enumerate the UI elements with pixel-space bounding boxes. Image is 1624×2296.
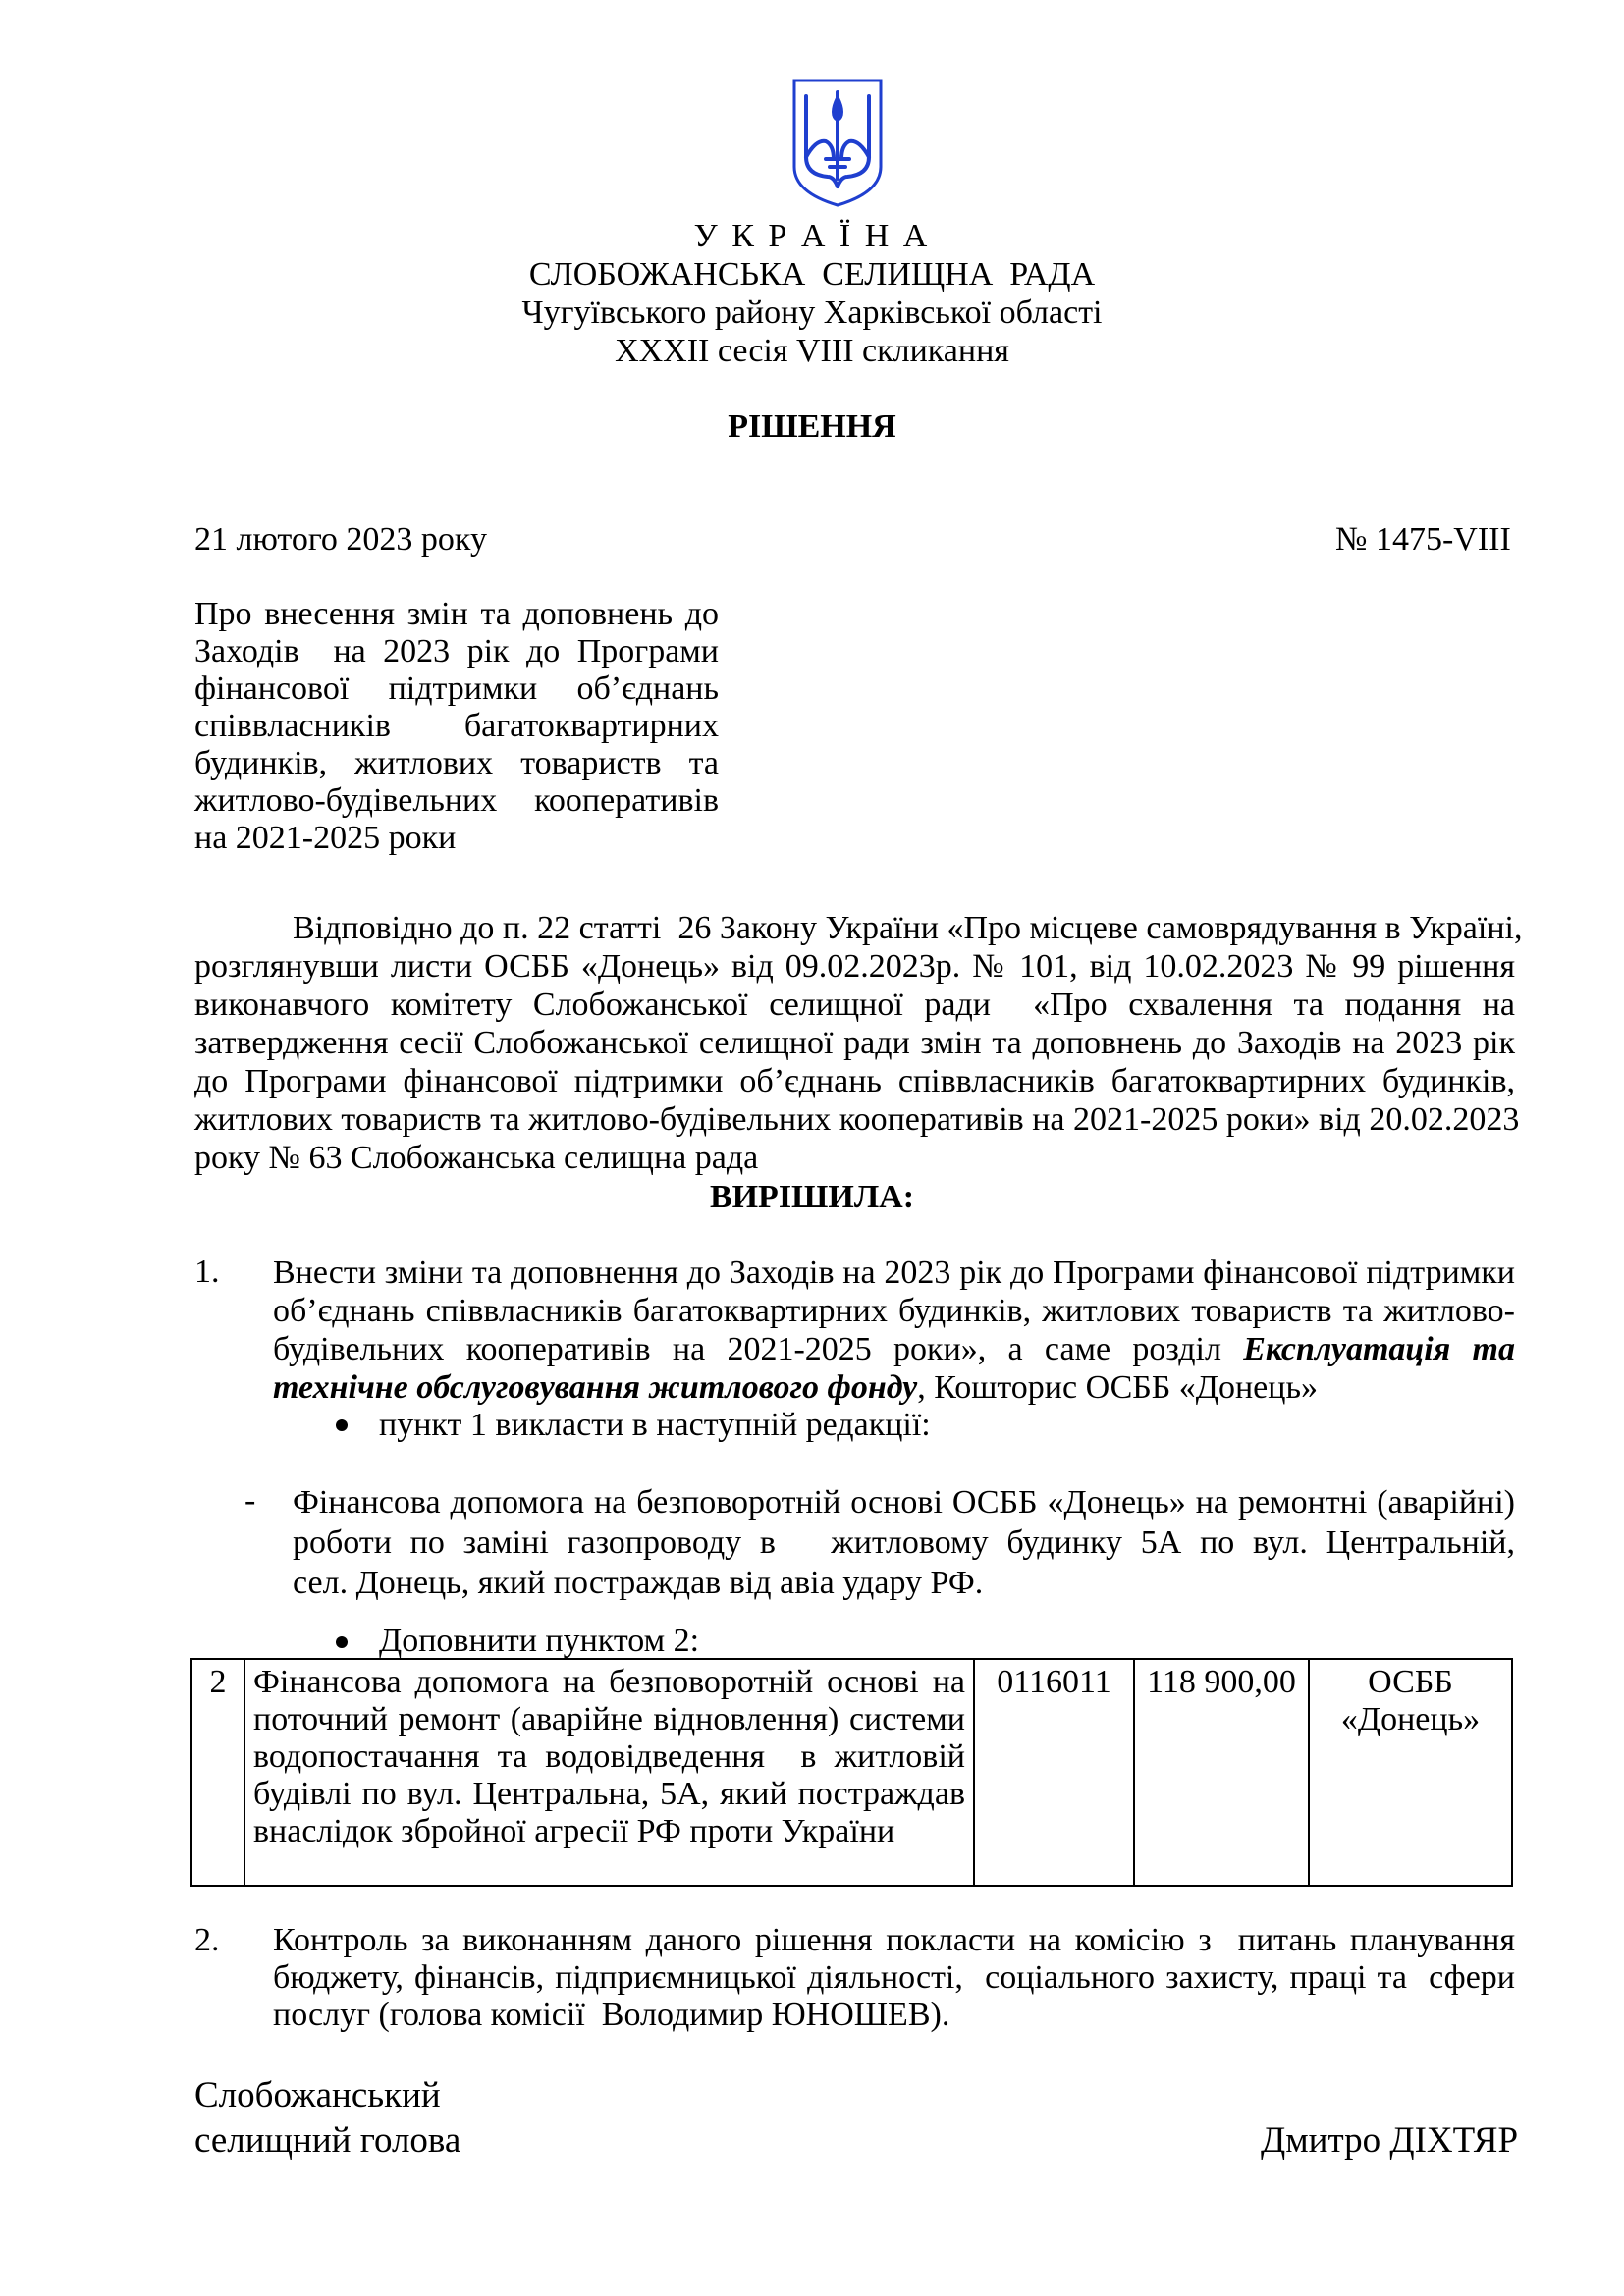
description-line: внаслідок збройної агресії РФ проти України bbox=[253, 1813, 895, 1849]
dash-marker: - bbox=[244, 1482, 256, 1519]
item-line: послуг (голова комісії Володимир ЮНОШЕВ). bbox=[273, 1997, 950, 2033]
inserted-item-table bbox=[190, 1658, 1513, 1887]
section-name-emphasis: Експлуатація та bbox=[1243, 1331, 1516, 1367]
preamble-line: виконавчого комітету Слобожанської селищної ради «Про схвалення та подання на bbox=[194, 987, 1515, 1023]
decision-number: № 1475-VIII bbox=[1335, 521, 1511, 558]
country-title: У К Р А Ї Н А bbox=[693, 218, 931, 254]
item-number: 2. bbox=[194, 1922, 220, 1958]
item-line bbox=[273, 1368, 1515, 1407]
session-name: XXXII сесія VIII скликання bbox=[615, 333, 1009, 369]
item-line-text: , Кошторис ОСББ «Донець» bbox=[917, 1369, 1318, 1406]
dash-line: сел. Донець, який постраждав від авіа удару РФ. bbox=[293, 1565, 984, 1601]
signatory-title-line: Слобожанський bbox=[194, 2075, 441, 2115]
decided-heading: ВИРІШИЛА: bbox=[709, 1179, 915, 1215]
description-line: будівлі по вул. Центральна, 5А, який постраждав bbox=[253, 1776, 965, 1812]
table-cell-description bbox=[244, 1659, 974, 1886]
item-line: бюджету, фінансів, підприємницької діяльності, соціального захисту, праці та сфери bbox=[273, 1959, 1515, 1996]
description-line: поточний ремонт (аварійне відновлення) системи bbox=[253, 1701, 965, 1737]
preamble-line: розглянувши листи ОСББ «Донець» від 09.02.2023р. № 101, від 10.02.2023 № 99 рішення bbox=[194, 948, 1515, 985]
table-row bbox=[191, 1659, 1512, 1886]
tryzub-coat-of-arms-icon bbox=[790, 77, 885, 209]
subject-line: Про внесення змін та доповнень до bbox=[194, 596, 719, 632]
description-line: водопостачання та водовідведення в житловій bbox=[253, 1738, 965, 1775]
bullet-icon bbox=[336, 1419, 348, 1431]
preamble-line: до Програми фінансової підтримки об’єднань співвласників багатоквартирних будинків, bbox=[194, 1063, 1515, 1099]
document-type-heading: РІШЕННЯ bbox=[728, 408, 896, 445]
preamble-paragraph bbox=[194, 909, 1523, 1177]
recipient-line: «Донець» bbox=[1340, 1701, 1481, 1737]
item-line: Контроль за виконанням даного рішення покласти на комісію з питань планування bbox=[273, 1922, 1515, 1958]
signatory-title-line: селищний голова bbox=[194, 2120, 461, 2161]
decision-date: 21 лютого 2023 року bbox=[194, 521, 487, 558]
description-line: Фінансова допомога на безповоротній основі на bbox=[253, 1664, 965, 1700]
subject-line: житлово-будівельних кооперативів bbox=[194, 782, 719, 819]
table-cell-number: 2 bbox=[191, 1659, 244, 1886]
bullet-text: пункт 1 викласти в наступній редакції: bbox=[379, 1407, 931, 1443]
preamble-line: Відповідно до п. 22 статті 26 Закону України «Про місцеве самоврядування в Україні, bbox=[293, 910, 1523, 946]
preamble-line: року № 63 Слобожанська селищна рада bbox=[194, 1140, 759, 1176]
dash-line bbox=[293, 1522, 1515, 1563]
subject-line: фінансової підтримки об’єднань bbox=[194, 670, 719, 707]
table-cell-amount: 118 900,00 bbox=[1134, 1659, 1309, 1886]
item-line-text: будівельних кооперативів на 2021-2025 роки», а саме розділ bbox=[273, 1331, 1244, 1367]
preamble-line: житлових товариств та житлово-будівельних кооперативів на 2021-2025 роки» від 20.02.2023 bbox=[194, 1101, 1520, 1138]
section-name-emphasis: технічне обслуговування житлового фонду bbox=[273, 1369, 918, 1406]
bullet-text: Доповнити пунктом 2: bbox=[379, 1623, 700, 1659]
bullet-icon bbox=[336, 1636, 348, 1648]
item-line: об’єднань співвласників багатоквартирних будинків, житлових товариств та житлово- bbox=[273, 1293, 1515, 1329]
dash-item bbox=[293, 1482, 1515, 1603]
item-line: Внести зміни та доповнення до Заходів на 2023 рік до Програми фінансової підтримки bbox=[273, 1255, 1515, 1291]
recipient-line: ОСББ bbox=[1368, 1664, 1453, 1700]
subject-line: на 2021-2025 роки bbox=[194, 820, 457, 856]
council-name: СЛОБОЖАНСЬКА СЕЛИЩНА РАДА bbox=[528, 256, 1096, 293]
preamble-line: затвердження сесії Слобожанської селищної ради змін та доповнень до Заходів на 2023 рік bbox=[194, 1025, 1515, 1061]
signatory-name: Дмитро ДІХТЯР bbox=[1261, 2120, 1519, 2161]
table-cell-recipient bbox=[1309, 1659, 1512, 1886]
item-number: 1. bbox=[194, 1254, 220, 1290]
subject-block bbox=[194, 596, 719, 857]
item-1-text bbox=[273, 1254, 1515, 1407]
item-2-text bbox=[273, 1922, 1515, 2034]
subject-line: Заходів на 2023 рік до Програми bbox=[194, 633, 719, 669]
dash-line: Фінансова допомога на безповоротній основі ОСББ «Донець» на ремонтні (аварійні) bbox=[293, 1484, 1515, 1521]
dash-line-text: роботи по заміні газопроводу в житловому будинку 5А по вул. Центральній, bbox=[293, 1524, 1515, 1561]
subject-line: будинків, житлових товариств та bbox=[194, 745, 719, 781]
signatory-title bbox=[194, 2073, 460, 2163]
table-cell-code: 0116011 bbox=[974, 1659, 1134, 1886]
district-name: Чугуївського району Харківської області bbox=[521, 294, 1103, 331]
item-line bbox=[273, 1330, 1515, 1368]
subject-line: співвласників багатоквартирних bbox=[194, 708, 719, 744]
